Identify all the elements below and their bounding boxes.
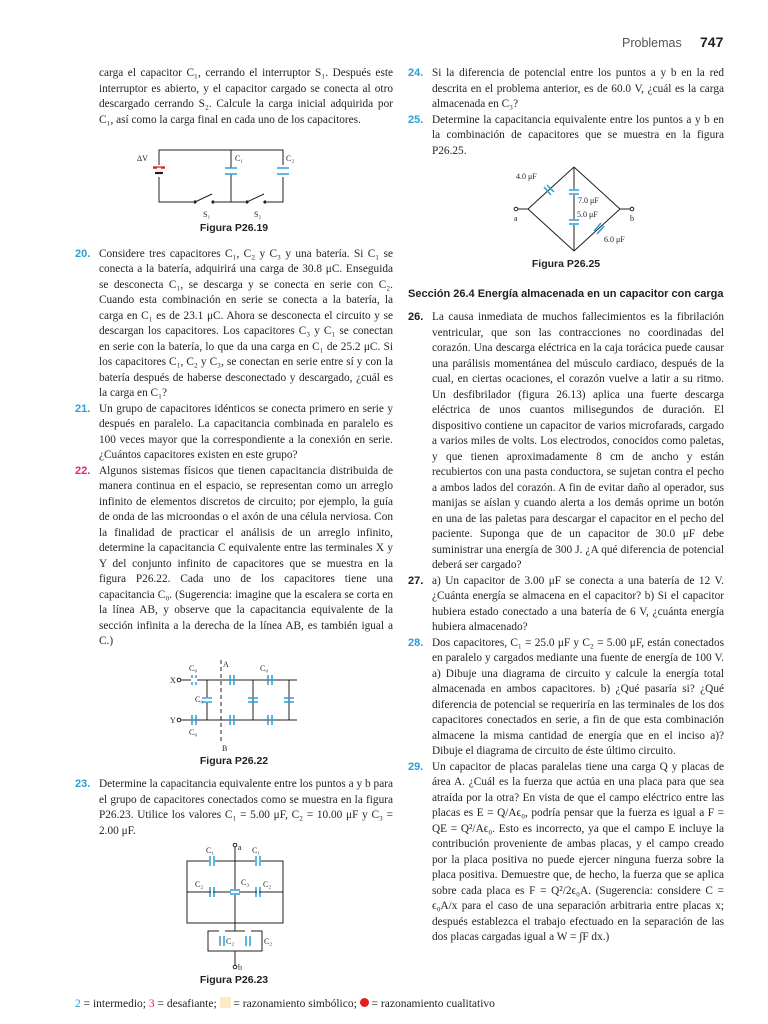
label-5uF: 5.0 μF (577, 210, 598, 219)
label-c1-left: C₁ (206, 846, 215, 855)
circuit-p26-19 (75, 140, 393, 222)
problem-21-text: Un grupo de capacitores idénticos se conecta primero en serie y después en paralelo. La capacitancia combinada en paralelo es 100 veces mayor que la correspondiente a la conexión en serie. ¿Cuántos capacitores existen en este grupo? (99, 402, 393, 461)
figure-p26-19-caption: Figura P26.19 (199, 222, 269, 234)
label-c2-right: C₂ (263, 880, 272, 889)
figure-p26-25 (408, 165, 724, 255)
label-c3: C₃ (241, 878, 250, 887)
figure-p26-22 (75, 658, 393, 754)
label-4uF: 4.0 μF (516, 172, 537, 181)
problem-21-number: 21. (75, 402, 91, 415)
label-b: b (630, 214, 634, 223)
problem-26-text: La causa inmediata de muchos fallecimientos es la fibrilación ventricular, que son las contracciones no coordinadas del corazón. Una descarga eléctrica en la caja torácica puede causar una parálisis momentánea del músculo cardiaco, después de la cual, en ciertas ocaciones, el corazón vuelve a latir a su ritmo. Un desfibrilador (figura 26.13) aplica una fuerte descarga eléctrica de unos cuantos milisegundos de duración. El dispositivo contiene un capacitor de varios microfarads, cargado a varios miles de volts. Los electrodos, conocidos como paletas, y que tienen aproximadamente 8 cm de ancho y están recubiertos con una pasta conductora, se sujetan contra el pecho a ambos lados del corazón. A fin de evitar daño al operador, sus manijas se aíslan y cuando alerta a los demás oprime un botón en una de las paletas para descargar el capacitor en el pecho del paciente. Suponga que de un capacitor de 30.0 μF debe suministrar una energía de 300 J. ¿A qué diferencia de potencial deberá ser cargado? (432, 311, 724, 571)
label-y: Y (170, 715, 176, 725)
label-c0-top-2: C₀ (260, 663, 269, 673)
figure-p26-22-caption: Figura P26.22 (199, 754, 269, 767)
ladder-circuit-p26-22 (75, 658, 393, 754)
left-column (75, 66, 393, 989)
label-c1: C₁ (235, 154, 244, 163)
legend-2-text: = intermedio; (83, 998, 146, 1010)
figure-p26-23 (75, 843, 393, 973)
problem-25-number: 25. (408, 113, 424, 126)
problem-22-number: 22. (75, 464, 91, 477)
problem-28 (408, 636, 724, 760)
symbolic-swatch-icon (220, 997, 231, 1008)
label-c2-bottom-left: C₂ (226, 937, 235, 946)
difficulty-legend (75, 997, 715, 1010)
label-c2-left: C₂ (195, 880, 204, 889)
label-s1: S₁ (203, 210, 211, 219)
label-c0-bottom: C₀ (189, 727, 198, 737)
page-header (0, 36, 768, 56)
label-c1-right: C₁ (252, 846, 261, 855)
problem-21 (75, 402, 393, 464)
legend-qualitative-text: = razonamiento cualitativo (371, 998, 495, 1010)
running-head-section: Problemas (622, 36, 682, 50)
problem-26-number: 26. (408, 311, 424, 323)
problem-28-text: Dos capacitores, C₁ = 25.0 μF y C₂ = 5.00 μF, están conectados en paralelo y cargados mediante una fuente de energía de 100 V. a) Dibuje una diagrama de circuito y calcule la energía total almacenada en ambos capacitores. b) ¿Qué pasaría si? ¿Qué diferencia de potencial se requeriría en las terminales de los dos capacitores conectados en serie, a fin de que esta combinación almacene la misma cantidad de energía que en el inciso a)? Dibuje el diagrama de circuito de éste último circuito. (432, 636, 724, 757)
legend-3-text: = desafiante; (157, 998, 217, 1010)
problem-20-number: 20. (75, 247, 91, 260)
problem-25-text: Determine la capacitancia equivalente entre los puntos a y b en la combinación de capacitores que se muestra en la figura P26.25. (432, 113, 724, 157)
label-c2-bottom-right: C₂ (264, 937, 273, 946)
legend-2: 2 (75, 998, 81, 1010)
circuit-p26-25 (408, 165, 724, 255)
legend-3: 3 (148, 998, 155, 1010)
circuit-p26-23 (75, 843, 393, 973)
label-6uF: 6.0 μF (604, 235, 625, 244)
label-c2: C₂ (286, 154, 295, 163)
section-heading (408, 287, 724, 303)
problem-29-number: 29. (408, 760, 424, 773)
problem-19-continuation: carga el capacitor C₁, cerrando el interruptor S₁. Después este interruptor es abierto, y el capacitor cargado se conecta al otro descargado cerrando S₂. Calcule la carga inicial adquirida por C₁, así como la carga final en cada uno de los capacitores. (99, 67, 393, 126)
section-title: Energía almacenada en un capacitor con carga (477, 287, 724, 300)
label-a: A (223, 659, 229, 669)
problem-24-text: Si la diferencia de potencial entre los puntos a y b en la red descrita en el problema anterior, es de 60.0 V, ¿cuál es la carga almacenada en C₃? (432, 67, 724, 110)
label-c0-top: C₀ (189, 663, 198, 673)
problem-29 (408, 760, 724, 946)
problem-25 (408, 113, 724, 160)
label-b: B (222, 743, 228, 753)
figure-p26-19 (75, 140, 393, 222)
section-number: Sección 26.4 (408, 287, 475, 300)
problem-27-number: 27. (408, 574, 424, 587)
problem-28-number: 28. (408, 636, 424, 649)
problem-22-text: Algunos sistemas físicos que tienen capacitancia distribuida de manera continua en el espacio, se representan como un arreglo infinito de elementos discretos de circuito; por ejemplo, la guía de onda de las microondas o el axón de una célula nerviosa. Con la finalidad de practicar el análisis de un arreglo infinito, determine la capacitancia C equivalente entre las terminales X y Y del conjunto infinito de capacitores que se muestra en la figura P26.22. Cada uno de los capacitores tiene una capacitancia C₀. (Sugerencia: imagine que la escalera se corta en la línea AB, y observe que la capacitancia equivalente de la sección infinita a la derecha de la línea AB, es también igual a C.) (99, 464, 393, 647)
label-x: X (170, 675, 176, 685)
problem-27 (408, 574, 724, 636)
label-s2: S₂ (254, 210, 262, 219)
problem-20-text: Considere tres capacitores C₁, C₂ y C₃ y una batería. Si C₁ se conecta a la batería, adquirirá una carga de 30.8 μC. Enseguida se desconecta C₁, se descarga y se conecta en serie con C₂. Cuando esta combinación en serie se conecta a la batería, la carga en C₁ es de 23.1 μC. Ahora se desconecta el circuito y se descargan los capacitores. Los capacitores C₃ y C₁ se conectan en serie con la batería, lo que da una carga en C₁ de 25.2 μC. Si los capacitores C₁, C₂ y C₃, se conectan en serie entre sí y con la batería después de haberse desconectado y descargado, ¿cuál es la carga en C₁? (99, 247, 393, 399)
problem-23-text: Determine la capacitancia equivalente entre los puntos a y b para el grupo de capacitores conectados como se muestra en la figura P26.23. Utilice los valores C₁ = 5.00 μF, C₂ = 10.00 μF y C₃ = 2.00 μF. (99, 778, 393, 837)
label-delta-v: ΔV (137, 154, 148, 163)
page-number: 747 (700, 34, 724, 50)
figure-p26-23-caption: Figura P26.23 (199, 974, 269, 986)
problem-24 (408, 66, 724, 113)
label-7uF: 7.0 μF (578, 196, 599, 205)
label-c0-mid: C₀ (195, 694, 204, 704)
problem-27-text: a) Un capacitor de 3.00 μF se conecta a una batería de 12 V. ¿Cuánta energía se almacena en el capacitor? b) Si el capacitor hubiera estado conectado a una batería de 6 V, ¿cuánta energía hubiera almacenado? (432, 574, 724, 633)
label-b: b (238, 963, 242, 972)
problem-26 (408, 310, 724, 574)
label-a: a (238, 843, 242, 852)
problem-23 (75, 777, 393, 839)
figure-p26-25-caption: Figura P26.25 (531, 258, 601, 270)
problem-22 (75, 464, 393, 650)
problem-24-number: 24. (408, 67, 424, 79)
problem-29-text: Un capacitor de placas paralelas tiene una carga Q y placas de área A. ¿Cuál es la fuerza que actúa en una placa para que sea atraída por la otra? En vista de que el campo eléctrico entre las placas es E = Q/Aϵ₀, podría pensar que la fuerza es igual a F = QE = Q²/Aϵ₀. Esto es incorrecto, ya que el campo E incluye la contribución proveniente de ambas placas, y el campo creado por la placa positiva no puede ejercer ninguna fuerza sobre la placa positiva. Demuestre que, de hecho, la fuerza que se aplica sobre cada placa es F = Q²/2ϵ₀A. (Sugerencia: considere C = ϵ₀A/x para el caso de una separación arbitraria entre placas x; después establezca el trabajo efectuado en la separación de las dos placas cargadas igual a W = ∫F dx.) (432, 760, 724, 943)
right-column (408, 66, 724, 946)
label-a: a (514, 214, 518, 223)
legend-symbolic-text: = razonamiento simbólico; (233, 998, 357, 1010)
problem-23-number: 23. (75, 778, 91, 790)
qualitative-dot-icon (360, 998, 369, 1007)
problem-20 (75, 247, 393, 402)
